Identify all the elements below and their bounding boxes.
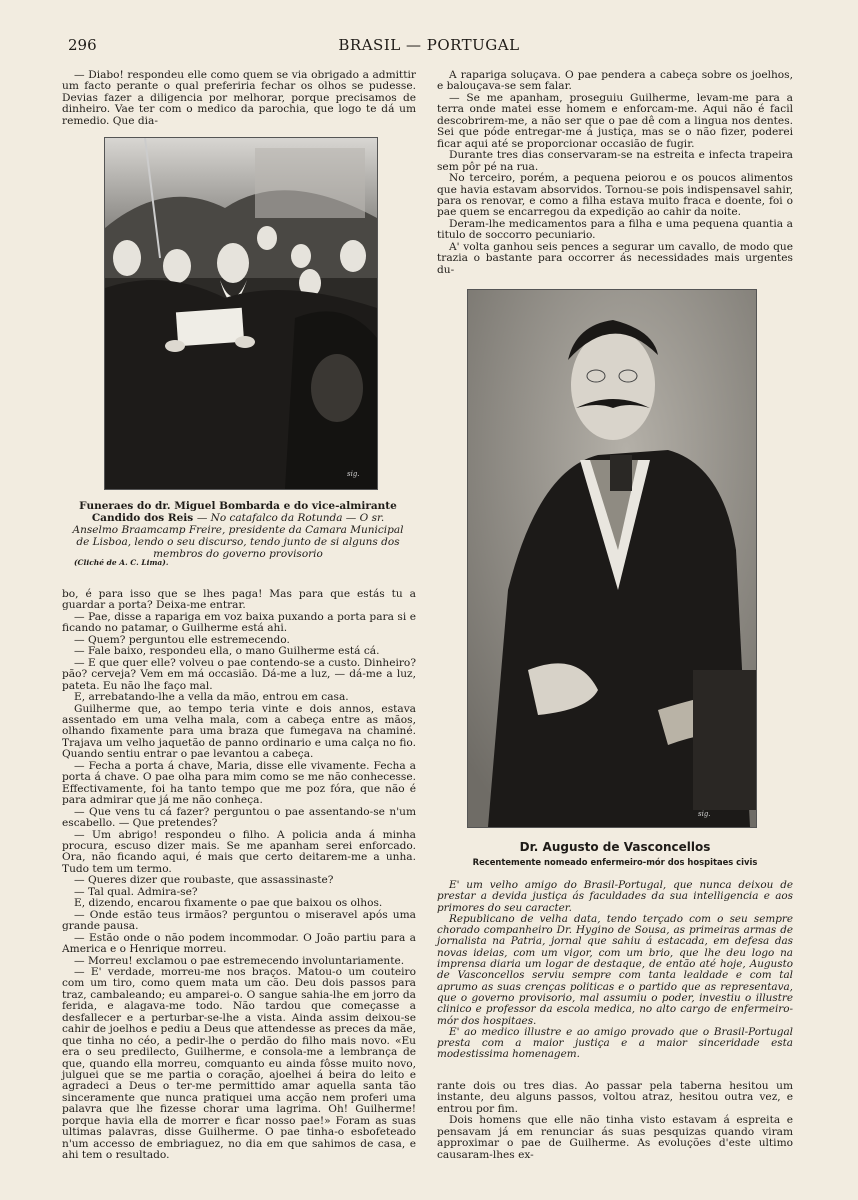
paragraph: E, arrebatando-lhe a vella da mão, entrou em casa. <box>74 691 349 704</box>
paragraph: bo, é para isso que se lhes paga! Mas para que estás tu a guardar a porta? Deixa-me entrar. <box>62 588 416 612</box>
paragraph: No terceiro, porém, a pequena peiorou e os poucos alimentos que havia estavam absorvidos. Tornou-se pois indispensavel sahir, para os renovar, e como a filha estava muito fraca e doente, foi o pae quem se encarregou da expedição ao cahir da noite. <box>437 172 793 219</box>
paragraph: Guilherme que, ao tempo teria vinte e dois annos, estava assentado em uma velha mala, com a cabeça entre as mãos, olhando fixamente para uma braza que fumegava na chaminé. Trajava um velho jaquetão de panno ordinario e uma calça no fio. Quando sentiu entrar o pae levantou a cabeça. <box>62 702 416 761</box>
photographer-signature: sig. <box>347 470 360 478</box>
right-column-bottom <box>437 1081 793 1161</box>
portrait-caption-name: Dr. Augusto de Vasconcellos <box>519 840 711 854</box>
paragraph: — Se me apanham, proseguiu Guilherme, levam-me para a terra onde matei esse homem e enforcam-me. Aqui não é facil descobrirem-me, a não ser que o pae dê com a lingua nos dentes. Sei que póde entregar-me á justiça, mas se o não fizer, poderei ficar aqui até se proporcionar occasião de fugir. <box>437 91 793 150</box>
paragraph: — Tal qual. Admira-se? <box>74 885 198 898</box>
paragraph: E' ao medico illustre e ao amigo provado que o Brasil-Portugal presta com a maior justiça e a maior sinceridade esta modestissima homenagem. <box>437 1025 793 1061</box>
paragraph: Republicano de velha data, tendo terçado com o seu sempre chorado companheiro Dr. Hygino de Sousa, as primeiras armas de jornalista na Patria, jornal que sahiu á estacada, em defesa das novas ideias, com um vigor, com um brio, que lhe deu logo na imprensa diaria um logar de destaque, de então até hoje, Augusto de Vasconcellos serviu sempre com tanta lealdade e com tal aprumo as suas crenças politicas e o partido que as representava, que o governo provisorio, mal assumiu o poder, investiu o illustre clinico e professor da escola medica, no alto cargo de enfermeiro-mór dos hospitaes. <box>437 912 793 1027</box>
funeral-caption-title: Funeraes do dr. Miguel Bombarda e do vice-almirante Candido dos Reis <box>79 500 397 524</box>
left-column-bottom <box>62 589 416 1162</box>
paragraph: — Morreu! exclamou o pae estremecendo involuntariamente. <box>74 954 405 967</box>
paragraph: Deram-lhe medicamentos para a filha e uma pequena quantia a titulo de soccorro pecuniario. <box>437 217 793 242</box>
paragraph: Dois homens que elle não tinha visto estavam á espreita e pensavam já em renunciar ás suas pesquizas quando viram approximar o pae de Guilherme. As evoluções d'este ultimo causaram-lhes ex- <box>437 1114 793 1161</box>
page-number: 296 <box>68 36 97 54</box>
funeral-photo-image <box>105 138 377 489</box>
paragraph: E' um velho amigo do Brasil-Portugal, que nunca deixou de prestar a devida justiça ás faculdades da sua intelligencia e aos primores do seu caracter. <box>437 879 793 914</box>
running-head-title: BRASIL — PORTUGAL <box>338 36 520 54</box>
paragraph: rante dois ou tres dias. Ao passar pela taberna hesitou um instante, deu alguns passos, voltou atraz, hesitou outra vez, e entrou por fim. <box>437 1080 793 1115</box>
paragraph: — Diabo! respondeu elle como quem se via obrigado a admittir um facto perante o qual preferiria fechar os olhos se pudesse. Devias fazer a diligencia por melhorar, porque precisamos de dinheiro. Vae ter com o medico da parochia, que logo te dá um remedio. Que dia- <box>62 69 416 127</box>
tribute-text <box>437 880 793 1061</box>
paragraph: — Queres dizer que roubaste, que assassinaste? <box>74 874 334 887</box>
paragraph: — Estão onde o não podem incommodar. O João partiu para a America e o Henrique morreu. <box>62 931 416 956</box>
paragraph: A rapariga soluçava. O pae pendera a cabeça sobre os joelhos, e balouçava-se sem falar. <box>437 69 793 93</box>
left-column-top <box>62 70 416 127</box>
paragraph: — Quem? perguntou elle estremecendo. <box>74 633 290 646</box>
photographer-signature: sig. <box>698 810 711 818</box>
paragraph: — Que vens tu cá fazer? perguntou o pae assentando-se n'um escabello. — Que pretendes? <box>62 805 416 830</box>
paragraph: — Pae, disse a rapariga em voz baixa puxando a porta para si e ficando no patamar, o Guilherme está ahi. <box>62 610 416 635</box>
paragraph: — E que quer elle? volveu o pae contendo-se a custo. Dinheiro? pão? cerveja? Vem em má occasião. Dá-me a luz, — dá-me a luz, pateta. Eu não lhe faço mal. <box>62 656 416 692</box>
portrait-caption-subtitle: Recentemente nomeado enfermeiro-mór dos hospitaes civis <box>472 857 758 867</box>
portrait-photo-image <box>468 290 756 827</box>
funeral-caption-body: — No catafalco da Rotunda — O sr. Anselmo Braamcamp Freire, presidente da Camara Municipal de Lisboa, lendo o seu discurso, tendo junto de si alguns dos membros do governo provisorio <box>72 512 404 560</box>
paragraph: — Fecha a porta á chave, Maria, disse elle vivamente. Fecha a porta á chave. O pae olha para mim como se me não conhecesse. Effectivamente, foi ha tanto tempo que me poz fóra, que não é para admirar que já me não conheça. <box>62 759 416 807</box>
paragraph: Durante tres dias conservaram-se na estreita e infecta trapeira sem pôr pé na rua. <box>437 149 793 173</box>
paragraph: E, dizendo, encarou fixamente o pae que baixou os olhos. <box>74 897 383 910</box>
paragraph: — Onde estão teus irmãos? perguntou o miseravel após uma grande pausa. <box>62 908 416 933</box>
paragraph: — Fale baixo, respondeu ella, o mano Guilherme está cá. <box>74 645 380 658</box>
paragraph: — Um abrigo! respondeu o filho. A policia anda á minha procura, escuso dizer mais. Se me apanham serei enforcado. Ora, não ficando aqui, é mais que certo deitarem-me a unha. Tudo tem um termo. <box>62 828 416 875</box>
photo-credit: (Cliché de A. C. Lima). <box>74 558 169 567</box>
funeral-caption <box>68 500 408 560</box>
funeral-photograph <box>104 137 378 490</box>
portrait-photograph <box>467 289 757 828</box>
paragraph: A' volta ganhou seis pences a segurar um cavallo, de modo que trazia o bastante para occorrer ás necessidades mais urgentes du- <box>437 240 793 276</box>
right-column-top <box>437 70 793 276</box>
paragraph: — E' verdade, morreu-me nos braços. Matou-o um couteiro com um tiro, como quem mata um cão. Deu dois passos para traz, cambaleando; eu amparei-o. O sangue sahia-lhe em jorro da ferida, e alagava-me todo. Não tardou que começasse a desfallecer e a perturbar-se-lhe a vista. Ainda assim deixou-se cahir de joelhos e pediu a Deus que attendesse as preces da mãe, que tinha no céo, a pedir-lhe o perdão do filho mais novo. «Eu era o seu predilecto, Guilherme, e consola-me a lembrança de que, quando ella morreu, comquanto eu ainda fôsse muito novo, julguei que se me partia o coração, ajoelhei á beira do leito e agradeci a Deus o ter-me permittido amar aquella santa tão sinceramente que nunca pratiquei uma acção nem proferi uma palavra que lhe fizesse chorar uma lagrima. Oh! Guilherme! porque havia ella de morrer e ficar nosso pae!» Foram as suas ultimas palavras, disse Guilherme. O pae tinha-o esbofeteado n'um accesso de embriaguez, no dia em que sahimos de casa, e ahi tem o resultado. <box>62 965 416 1162</box>
